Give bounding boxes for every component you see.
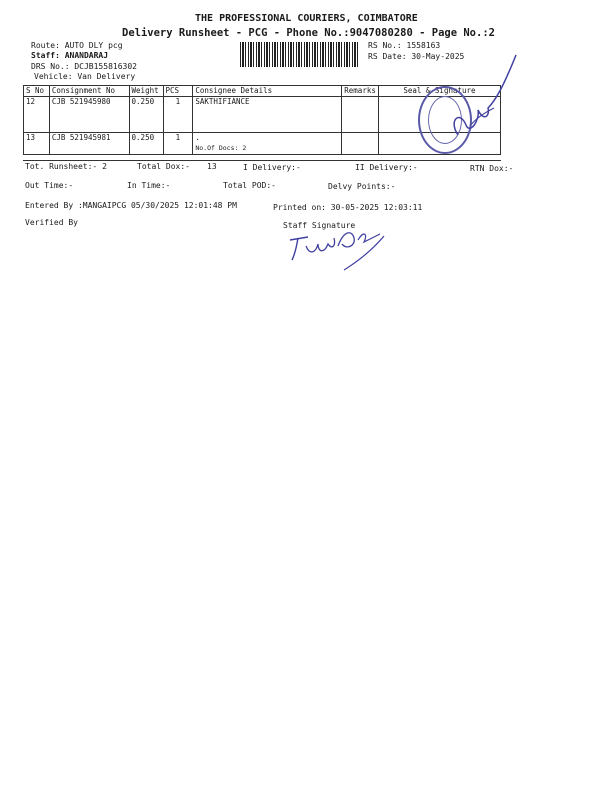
staff-signature-scribble (284, 222, 394, 277)
total-dox-value: 13 (207, 162, 217, 171)
row-consignee: SAKTHIFIANCE (193, 97, 342, 133)
in-time-label: In Time:- (127, 181, 171, 190)
rtn-dox-label: RTN Dox:- (470, 164, 514, 173)
col-weight-header: Weight (129, 86, 163, 97)
entered-by: Entered By :MANGAIPCG 05/30/2025 12:01:48 PM (25, 201, 237, 210)
col-consignment-header: Consignment No (49, 86, 129, 97)
seal-signature-scribble (440, 50, 520, 160)
printed-on: Printed on: 30-05-2025 12:03:11 (273, 203, 423, 212)
row-sno: 13 (24, 133, 50, 155)
rs-date: RS Date: 30-May-2025 (368, 52, 465, 61)
out-time-label: Out Time:- (25, 181, 74, 190)
row-remarks (342, 133, 379, 155)
row-consignment: CJB 521945980 (49, 97, 129, 133)
runsheet-title: Delivery Runsheet - PCG - Phone No.:9047080280 - Page No.:2 (122, 27, 495, 39)
company-title: THE PROFESSIONAL COURIERS, COIMBATORE (195, 13, 418, 24)
staff-signature-label: Staff Signature (283, 221, 356, 230)
col-remarks-header: Remarks (342, 86, 379, 97)
total-dox-label: Total Dox:- (137, 162, 190, 171)
total-pod-label: Total POD:- (223, 181, 276, 190)
row-pcs: 1 (163, 97, 193, 133)
col-pcs-header: PCS (163, 86, 193, 97)
staff-label: Staff: ANANDARAJ (31, 51, 109, 60)
totals-divider (23, 160, 501, 161)
i-delivery-label: I Delivery:- (243, 163, 301, 172)
delivery-points-label: Delvy Points:- (328, 182, 396, 191)
col-seal-header: Seal & Signature (378, 86, 500, 97)
row-weight: 0.250 (129, 97, 163, 133)
vehicle-label: Vehicle: Van Delivery (34, 72, 136, 81)
col-sno-header: S No (24, 86, 50, 97)
row-remarks (342, 97, 379, 133)
verified-by: Verified By (25, 218, 78, 227)
ii-delivery-label: II Delivery:- (355, 163, 418, 172)
row-consignee (193, 133, 342, 155)
barcode-image (240, 42, 358, 67)
row-weight: 0.250 (129, 133, 163, 155)
rs-number: RS No.: 1558163 (368, 41, 441, 50)
drs-number: DRS No.: DCJB155816302 (31, 62, 137, 71)
route-label: Route: AUTO DLY pcg (31, 41, 123, 50)
row-consignment: CJB 521945981 (49, 133, 129, 155)
row-pcs: 1 (163, 133, 193, 155)
row-consignee-name: . (195, 133, 200, 142)
total-runsheet: Tot. Runsheet:- 2 (25, 162, 107, 171)
row-sno: 12 (24, 97, 50, 133)
row-docs-note: No.Of Docs: 2 (195, 144, 247, 152)
col-consignee-header: Consignee Details (193, 86, 342, 97)
